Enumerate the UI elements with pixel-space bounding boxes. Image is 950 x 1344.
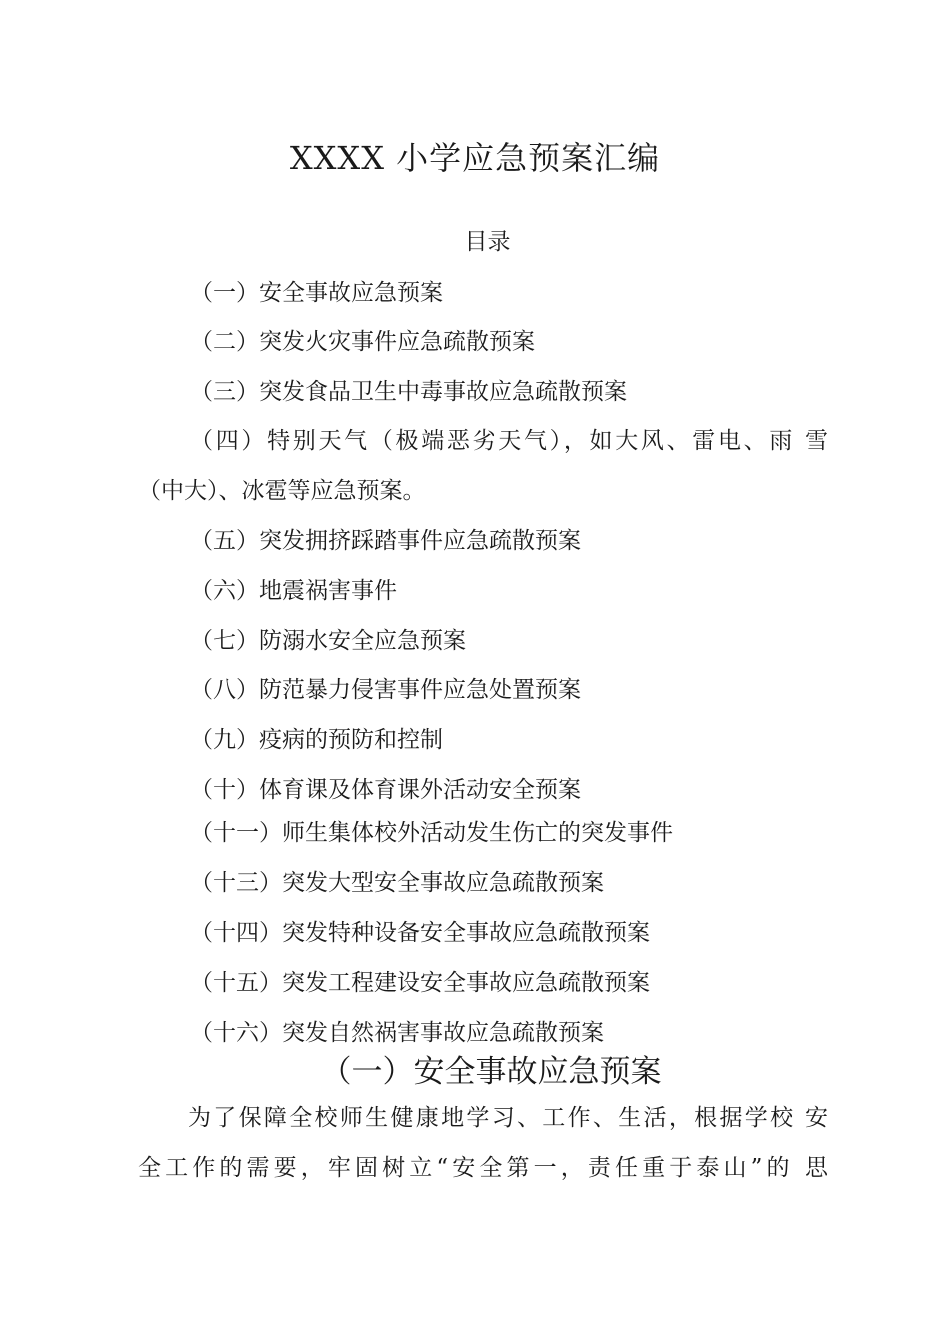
toc-item-14: （十四）突发特种设备安全事故应急疏散预案 — [190, 920, 650, 946]
toc-item-5: （五）突发拥挤踩踏事件应急疏散预案 — [190, 528, 581, 554]
toc-item-8: （八）防范暴力侵害事件应急处置预案 — [190, 677, 581, 703]
toc-item-13: （十三）突发大型安全事故应急疏散预案 — [190, 870, 604, 896]
toc-item-6: （六）地震祸害事件 — [190, 578, 397, 604]
toc-item-4-line-1: （四）特别天气（极端恶劣天气），如大风、雷电、雨 雪 — [190, 428, 828, 454]
toc-item-2: （二）突发火灾事件应急疏散预案 — [190, 329, 535, 355]
toc-item-9: （九）疫病的预防和控制 — [190, 727, 443, 753]
body-paragraph — [138, 1103, 828, 1183]
toc-item-1: （一）安全事故应急预案 — [190, 280, 443, 306]
toc-item-16: （十六）突发自然祸害事故应急疏散预案 — [190, 1020, 604, 1046]
toc-item-10: （十）体育课及体育课外活动安全预案 — [190, 777, 581, 803]
section-heading: （一）安全事故应急预案 — [320, 1054, 662, 1090]
body-line-1: 为了保障全校师生健康地学习、工作、生活，根据学校 安 — [188, 1105, 828, 1131]
toc-heading: 目录 — [464, 229, 511, 255]
document-title: XXXX 小学应急预案汇编 — [289, 139, 661, 177]
toc-item-7: （七）防溺水安全应急预案 — [190, 628, 466, 654]
toc-item-15: （十五）突发工程建设安全事故应急疏散预案 — [190, 970, 650, 996]
toc-item-4-line-2: （中大）、冰雹等应急预案。 — [138, 478, 426, 504]
toc-item-3: （三）突发食品卫生中毒事故应急疏散预案 — [190, 379, 627, 405]
toc-item-4 — [138, 426, 828, 506]
toc-item-11: （十一）师生集体校外活动发生伤亡的突发事件 — [190, 820, 673, 846]
body-line-2: 全工作的需要，牢固树立“安全第一，责任重于泰山”的 思 — [138, 1155, 828, 1181]
